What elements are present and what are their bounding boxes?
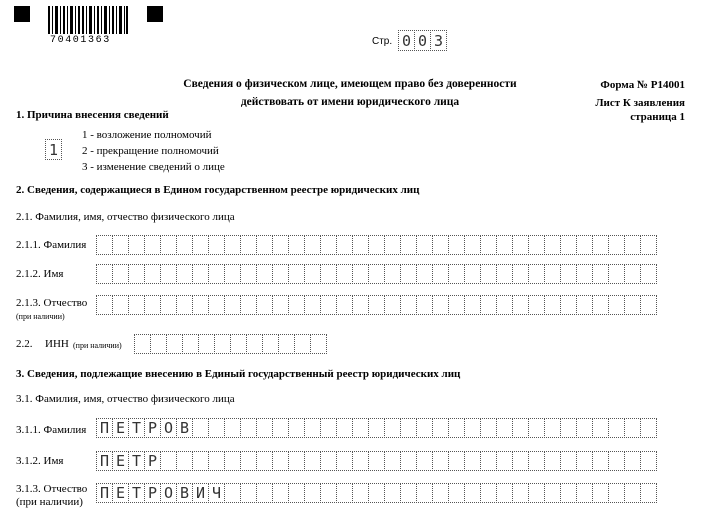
char-cell[interactable] [416, 483, 433, 503]
char-cell[interactable] [352, 418, 369, 438]
barcode [48, 6, 128, 34]
char-cell[interactable] [262, 334, 279, 354]
char-cell[interactable] [176, 235, 193, 255]
form-title [150, 75, 550, 111]
char-cell[interactable]: П [96, 483, 113, 503]
char-cell[interactable] [224, 295, 241, 315]
char-cell[interactable] [192, 295, 209, 315]
char-cell[interactable] [624, 451, 641, 471]
char-cell[interactable] [320, 235, 337, 255]
sheet-line-2: страница 1 [630, 111, 685, 123]
char-cell[interactable]: Е [112, 451, 129, 471]
char-cell[interactable] [512, 418, 529, 438]
char-cell[interactable] [576, 295, 593, 315]
reason-option-3: 3 - изменение сведений о лице [82, 161, 225, 173]
char-cell[interactable] [288, 483, 305, 503]
section2-title: 2. Сведения, содержащиеся в Едином государственном реестре юридических лиц [16, 184, 420, 196]
char-cell[interactable] [576, 451, 593, 471]
char-cell[interactable] [304, 451, 321, 471]
char-cell[interactable] [240, 295, 257, 315]
char-cell[interactable] [544, 235, 561, 255]
char-cell[interactable] [416, 235, 433, 255]
char-cell[interactable]: Е [112, 483, 129, 503]
char-cell[interactable] [448, 418, 465, 438]
section1-title: 1. Причина внесения сведений [16, 109, 169, 121]
char-cell[interactable] [640, 451, 657, 471]
char-cell[interactable] [608, 295, 625, 315]
char-cell[interactable] [624, 483, 641, 503]
section3-title: 3. Сведения, подлежащие внесению в Единый государственный реестр юридических лиц [16, 368, 461, 380]
section3-subtitle: 3.1. Фамилия, имя, отчество физического лица [16, 393, 235, 405]
s3-patronymic-note: (при наличии) [16, 496, 83, 508]
char-cell[interactable] [608, 264, 625, 284]
char-cell[interactable] [310, 334, 327, 354]
char-cell[interactable] [320, 295, 337, 315]
char-cell[interactable] [448, 483, 465, 503]
char-cell[interactable]: Т [128, 451, 145, 471]
char-cell[interactable]: Т [128, 483, 145, 503]
char-cell[interactable] [560, 235, 577, 255]
char-cell[interactable] [608, 235, 625, 255]
char-cell[interactable] [496, 295, 513, 315]
char-cell[interactable] [288, 418, 305, 438]
char-cell[interactable] [528, 451, 545, 471]
char-cell[interactable] [150, 334, 167, 354]
char-cell[interactable] [608, 483, 625, 503]
char-cell[interactable] [640, 295, 657, 315]
char-cell[interactable] [576, 418, 593, 438]
char-cell[interactable] [592, 451, 609, 471]
char-cell[interactable] [304, 235, 321, 255]
char-cell[interactable] [544, 295, 561, 315]
char-cell[interactable] [144, 235, 161, 255]
char-cell[interactable] [384, 264, 401, 284]
char-cell[interactable]: Р [144, 483, 161, 503]
char-cell[interactable] [480, 235, 497, 255]
char-cell[interactable] [384, 295, 401, 315]
char-cell[interactable] [160, 295, 177, 315]
char-cell[interactable] [336, 295, 353, 315]
char-cell[interactable] [96, 264, 113, 284]
char-cell[interactable] [416, 451, 433, 471]
char-cell[interactable] [256, 483, 273, 503]
char-cell[interactable] [448, 295, 465, 315]
s3-name-input[interactable] [96, 451, 657, 471]
char-cell[interactable] [112, 295, 129, 315]
s3-surname-label: 3.1.1. Фамилия [16, 424, 87, 436]
char-cell[interactable] [448, 235, 465, 255]
char-cell[interactable] [432, 418, 449, 438]
char-cell[interactable] [416, 264, 433, 284]
char-cell[interactable] [528, 264, 545, 284]
char-cell[interactable] [214, 334, 231, 354]
char-cell[interactable] [608, 451, 625, 471]
inn-input[interactable] [134, 334, 327, 354]
char-cell[interactable] [288, 235, 305, 255]
s2-surname-input[interactable] [96, 235, 657, 255]
char-cell[interactable] [336, 235, 353, 255]
char-cell[interactable] [288, 295, 305, 315]
char-cell[interactable] [192, 235, 209, 255]
char-cell[interactable] [320, 483, 337, 503]
char-cell[interactable] [384, 235, 401, 255]
char-cell[interactable] [256, 264, 273, 284]
char-cell[interactable]: Р [144, 451, 161, 471]
inn-label: ИНН [45, 338, 69, 350]
char-cell[interactable] [166, 334, 183, 354]
char-cell[interactable] [560, 483, 577, 503]
char-cell[interactable] [528, 483, 545, 503]
char-cell[interactable] [240, 451, 257, 471]
char-cell[interactable] [272, 235, 289, 255]
char-cell[interactable] [640, 235, 657, 255]
form-number: Форма № Р14001 [600, 79, 685, 91]
barcode-number: 70401363 [50, 35, 111, 46]
char-cell[interactable] [128, 264, 145, 284]
char-cell[interactable] [224, 483, 241, 503]
char-cell[interactable] [240, 235, 257, 255]
char-cell[interactable] [224, 418, 241, 438]
char-cell[interactable] [592, 418, 609, 438]
reason-option-2: 2 - прекращение полномочий [82, 145, 219, 157]
page-digit-cell: 0 [414, 30, 431, 51]
section2-subtitle: 2.1. Фамилия, имя, отчество физического лица [16, 211, 235, 223]
char-cell[interactable] [336, 451, 353, 471]
char-cell[interactable] [288, 264, 305, 284]
char-cell[interactable] [640, 483, 657, 503]
char-cell[interactable] [480, 264, 497, 284]
s2-name-label: 2.1.2. Имя [16, 268, 64, 280]
char-cell[interactable] [224, 451, 241, 471]
char-cell[interactable] [512, 235, 529, 255]
char-cell[interactable] [368, 451, 385, 471]
char-cell[interactable] [624, 418, 641, 438]
char-cell[interactable]: Е [112, 418, 129, 438]
char-cell[interactable]: Т [128, 418, 145, 438]
s2-name-input[interactable] [96, 264, 657, 284]
char-cell[interactable] [368, 483, 385, 503]
char-cell[interactable] [352, 264, 369, 284]
inn-note: (при наличии) [73, 341, 122, 350]
char-cell[interactable]: В [176, 418, 193, 438]
char-cell[interactable] [160, 235, 177, 255]
char-cell[interactable] [176, 451, 193, 471]
char-cell[interactable] [272, 418, 289, 438]
char-cell[interactable] [432, 483, 449, 503]
char-cell[interactable] [336, 483, 353, 503]
char-cell[interactable] [182, 334, 199, 354]
char-cell[interactable] [528, 295, 545, 315]
char-cell[interactable] [560, 451, 577, 471]
char-cell[interactable] [464, 264, 481, 284]
char-cell[interactable]: О [160, 418, 177, 438]
char-cell[interactable] [512, 295, 529, 315]
char-cell[interactable] [576, 235, 593, 255]
char-cell[interactable] [352, 235, 369, 255]
reason-option-1: 1 - возложение полномочий [82, 129, 212, 141]
char-cell[interactable] [192, 418, 209, 438]
char-cell[interactable] [336, 264, 353, 284]
char-cell[interactable] [304, 295, 321, 315]
char-cell[interactable] [128, 235, 145, 255]
reason-cell-group[interactable] [45, 139, 62, 160]
char-cell[interactable] [544, 451, 561, 471]
char-cell[interactable] [320, 418, 337, 438]
char-cell[interactable] [96, 295, 113, 315]
char-cell[interactable] [272, 451, 289, 471]
s3-patronymic-label: 3.1.3. Отчество [16, 483, 88, 495]
char-cell[interactable] [320, 264, 337, 284]
char-cell[interactable] [368, 295, 385, 315]
char-cell[interactable] [304, 418, 321, 438]
char-cell[interactable] [240, 483, 257, 503]
char-cell[interactable] [272, 264, 289, 284]
char-cell[interactable]: Ч [208, 483, 225, 503]
char-cell[interactable] [624, 264, 641, 284]
char-cell[interactable] [464, 483, 481, 503]
char-cell[interactable] [304, 483, 321, 503]
char-cell[interactable] [272, 483, 289, 503]
s3-patronymic-input[interactable] [96, 483, 657, 503]
char-cell[interactable] [560, 418, 577, 438]
char-cell[interactable] [272, 295, 289, 315]
s2-patronymic-input[interactable] [96, 295, 657, 315]
char-cell[interactable] [464, 295, 481, 315]
char-cell[interactable] [336, 418, 353, 438]
char-cell[interactable] [246, 334, 263, 354]
char-cell[interactable] [416, 418, 433, 438]
char-cell[interactable] [192, 451, 209, 471]
char-cell[interactable] [352, 451, 369, 471]
char-cell[interactable] [256, 235, 273, 255]
char-cell[interactable] [368, 235, 385, 255]
char-cell[interactable] [352, 483, 369, 503]
char-cell[interactable] [134, 334, 151, 354]
page-digit-cell: 0 [398, 30, 415, 51]
form-title-line-2: действовать от имени юридического лица [240, 96, 460, 108]
char-cell[interactable] [400, 295, 417, 315]
char-cell[interactable] [592, 235, 609, 255]
page-number-cells [398, 30, 447, 51]
char-cell[interactable] [278, 334, 295, 354]
sheet-line-1: Лист К заявления [595, 97, 685, 109]
char-cell[interactable] [640, 264, 657, 284]
char-cell[interactable] [400, 264, 417, 284]
char-cell[interactable] [512, 451, 529, 471]
s3-surname-input[interactable] [96, 418, 657, 438]
s2-patronymic-label: 2.1.3. Отчество [16, 297, 88, 309]
char-cell[interactable] [512, 264, 529, 284]
reason-cell[interactable]: 1 [45, 139, 62, 160]
char-cell[interactable] [528, 418, 545, 438]
char-cell[interactable] [464, 418, 481, 438]
char-cell[interactable] [230, 334, 247, 354]
char-cell[interactable] [512, 483, 529, 503]
char-cell[interactable] [576, 264, 593, 284]
char-cell[interactable] [496, 483, 513, 503]
char-cell[interactable] [496, 264, 513, 284]
s3-name-label: 3.1.2. Имя [16, 455, 64, 467]
form-title-line-1: Сведения о физическом лице, имеющем право без доверенности [183, 78, 517, 90]
char-cell[interactable] [480, 451, 497, 471]
corner-marker-right [147, 6, 163, 22]
char-cell[interactable] [464, 451, 481, 471]
char-cell[interactable] [480, 418, 497, 438]
char-cell[interactable] [304, 264, 321, 284]
char-cell[interactable]: О [160, 483, 177, 503]
char-cell[interactable] [144, 295, 161, 315]
char-cell[interactable] [144, 264, 161, 284]
char-cell[interactable] [112, 264, 129, 284]
char-cell[interactable] [560, 295, 577, 315]
char-cell[interactable] [432, 295, 449, 315]
char-cell[interactable] [592, 483, 609, 503]
char-cell[interactable] [112, 235, 129, 255]
char-cell[interactable] [384, 451, 401, 471]
char-cell[interactable]: Р [144, 418, 161, 438]
s2-patronymic-note: (при наличии) [16, 312, 65, 321]
char-cell[interactable] [560, 264, 577, 284]
char-cell[interactable] [544, 264, 561, 284]
char-cell[interactable]: В [176, 483, 193, 503]
char-cell[interactable] [640, 418, 657, 438]
char-cell[interactable] [288, 451, 305, 471]
char-cell[interactable] [96, 235, 113, 255]
char-cell[interactable] [240, 418, 257, 438]
char-cell[interactable] [208, 235, 225, 255]
char-cell[interactable] [544, 418, 561, 438]
char-cell[interactable] [256, 295, 273, 315]
char-cell[interactable] [624, 295, 641, 315]
inn-number: 2.2. [16, 338, 33, 350]
char-cell[interactable] [608, 418, 625, 438]
char-cell[interactable] [320, 451, 337, 471]
char-cell[interactable] [416, 295, 433, 315]
char-cell[interactable] [592, 264, 609, 284]
s2-surname-label: 2.1.1. Фамилия [16, 239, 87, 251]
char-cell[interactable] [208, 295, 225, 315]
char-cell[interactable]: П [96, 451, 113, 471]
char-cell[interactable] [592, 295, 609, 315]
char-cell[interactable] [400, 451, 417, 471]
char-cell[interactable] [160, 264, 177, 284]
char-cell[interactable] [176, 295, 193, 315]
char-cell[interactable] [240, 264, 257, 284]
char-cell[interactable] [198, 334, 215, 354]
char-cell[interactable] [432, 235, 449, 255]
char-cell[interactable] [224, 264, 241, 284]
char-cell[interactable]: И [192, 483, 209, 503]
char-cell[interactable] [192, 264, 209, 284]
char-cell[interactable] [384, 483, 401, 503]
char-cell[interactable] [400, 235, 417, 255]
char-cell[interactable]: П [96, 418, 113, 438]
char-cell[interactable] [496, 451, 513, 471]
char-cell[interactable] [400, 483, 417, 503]
char-cell[interactable] [464, 235, 481, 255]
char-cell[interactable] [256, 418, 273, 438]
char-cell[interactable] [528, 235, 545, 255]
char-cell[interactable] [624, 235, 641, 255]
char-cell[interactable] [432, 264, 449, 284]
char-cell[interactable] [208, 451, 225, 471]
char-cell[interactable] [208, 418, 225, 438]
char-cell[interactable] [496, 418, 513, 438]
char-cell[interactable] [400, 418, 417, 438]
page-label: Стр. [372, 36, 393, 47]
page-digit-cell: 3 [430, 30, 447, 51]
char-cell[interactable] [128, 295, 145, 315]
char-cell[interactable] [208, 264, 225, 284]
char-cell[interactable] [576, 483, 593, 503]
char-cell[interactable] [224, 235, 241, 255]
char-cell[interactable] [480, 483, 497, 503]
char-cell[interactable] [496, 235, 513, 255]
corner-marker-left [14, 6, 30, 22]
char-cell[interactable] [176, 264, 193, 284]
char-cell[interactable] [544, 483, 561, 503]
char-cell[interactable] [368, 264, 385, 284]
char-cell[interactable] [448, 451, 465, 471]
char-cell[interactable] [480, 295, 497, 315]
char-cell[interactable] [352, 295, 369, 315]
char-cell[interactable] [368, 418, 385, 438]
char-cell[interactable] [160, 451, 177, 471]
char-cell[interactable] [294, 334, 311, 354]
char-cell[interactable] [432, 451, 449, 471]
char-cell[interactable] [448, 264, 465, 284]
char-cell[interactable] [384, 418, 401, 438]
char-cell[interactable] [256, 451, 273, 471]
